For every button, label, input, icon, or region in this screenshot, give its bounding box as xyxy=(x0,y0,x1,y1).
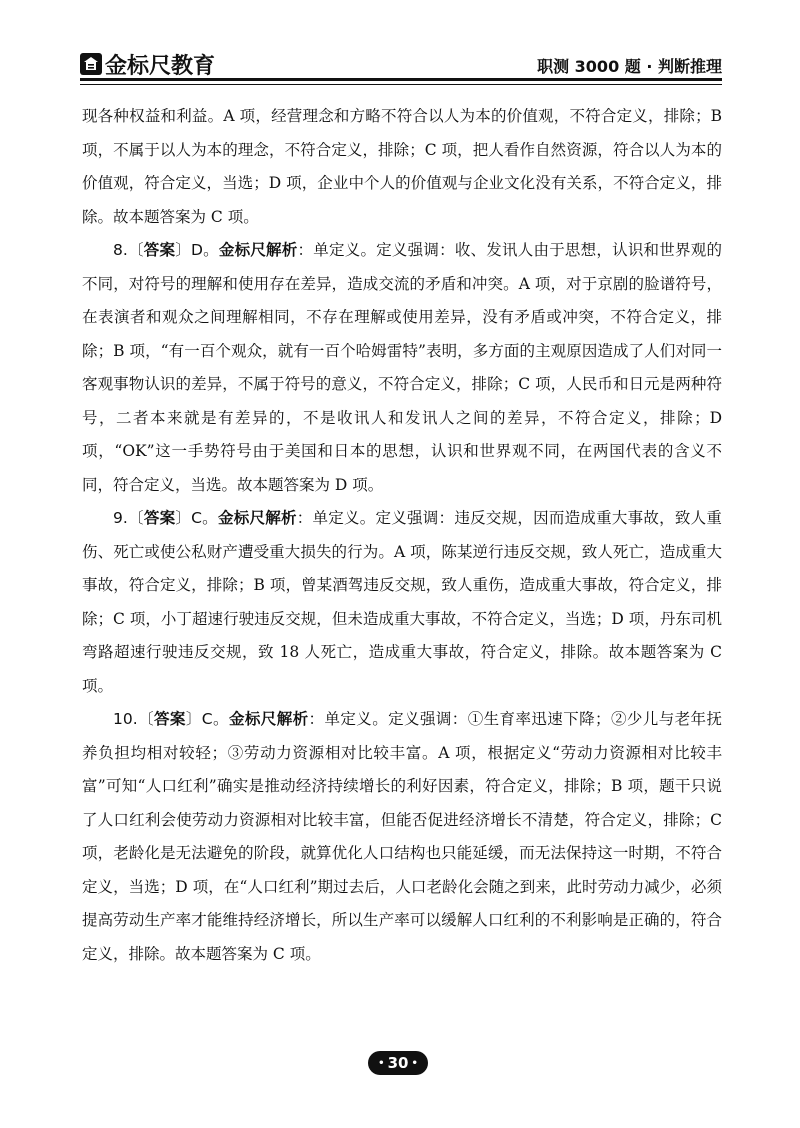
answer-bracket-close: 〕 xyxy=(185,710,202,728)
analysis-text: 单定义。定义强调：违反交规，因而造成重大事故，致人重伤、死亡或使公私财产遭受重大损失的行为。A 项，陈某逆行违反交规，致人死亡，造成重大事故，符合定义，排除；B 项，曾某酒驾违反交规，致人重伤，造成重大事故，符合定义，排除；C 项，小丁超速行驶违反交规，但未造成重大事故，不符合定义，当选；D 项，丹东司机弯路超速行驶违反交规，致 18 人死亡，造成重大事故，符合定义，排除。故本题答案为 C 项。 xyxy=(82,509,722,695)
answer-letter: C。 xyxy=(201,710,229,728)
page-header xyxy=(80,44,722,80)
answer-item-8 xyxy=(82,234,722,502)
answer-letter: D。 xyxy=(190,241,219,259)
answer-bracket-open: 〔 xyxy=(137,710,154,728)
page-number-badge xyxy=(368,1051,428,1075)
answer-label: 答案 xyxy=(143,241,176,259)
analysis-label: 金标尺解析 xyxy=(228,710,309,728)
answer-bracket-close: 〕 xyxy=(175,509,192,527)
analysis-label: 金标尺解析 xyxy=(218,241,298,259)
analysis-colon: ： xyxy=(296,509,313,527)
answer-item-9 xyxy=(82,502,722,703)
answer-item-10 xyxy=(82,703,722,971)
brand-logo xyxy=(80,50,215,78)
answer-bracket-open: 〔 xyxy=(127,509,144,527)
header-divider-thin xyxy=(80,84,722,85)
bullet-dot-icon: • xyxy=(411,1057,418,1069)
answer-label: 答案 xyxy=(154,710,186,728)
answer-bracket-close: 〕 xyxy=(175,241,191,259)
analysis-text: 单定义。定义强调：收、发讯人由于思想，认识和世界观的不同，对符号的理解和使用存在差异，造成交流的矛盾和冲突。A 项，对于京剧的脸谱符号，在表演者和观众之间理解相同，不存在理解或使用差异，没有矛盾或冲突，不符合定义，排除；B 项，“有一百个观众，就有一百个哈姆雷特”表明，多方面的主观原因造成了人们对同一客观事物认识的差异，不属于符号的意义，不符合定义，排除；C 项，人民币和日元是两种符号，二者本来就是有差异的，不是收讯人和发讯人之间的差异，不符合定义，排除；D 项，“OK”这一手势符号由于美国和日本的思想，认识和世界观不同，在两国代表的含义不同，符合定义，当选。故本题答案为 D 项。 xyxy=(82,241,722,494)
answer-bracket-open: 〔 xyxy=(127,241,144,259)
answer-label: 答案 xyxy=(143,509,176,527)
brand-mark-icon xyxy=(80,53,102,75)
page-body xyxy=(82,100,722,971)
analysis-text: 单定义。定义强调：①生育率迅速下降；②少儿与老年抚养负担均相对较轻；③劳动力资源相对比较丰富。A 项，根据定义“劳动力资源相对比较丰富”可知“人口红利”确实是推动经济持续增长的利好因素，符合定义，排除；B 项，题干只说了人口红利会使劳动力资源相对比较丰富，但能否促进经济增长不清楚，符合定义，排除；C 项，老龄化是无法避免的阶段，就算优化人口结构也只能延缓，而无法保持这一时期，不符合定义，当选；D 项，在“人口红利”期过去后，人口老龄化会随之到来，此时劳动力减少，必须提高劳动生产率才能维持经济增长，所以生产率可以缓解人口红利的不利影响是正确的，符合定义，排除。故本题答案为 C 项。 xyxy=(82,710,722,963)
header-divider xyxy=(80,78,722,81)
brand-name: 金标尺教育 xyxy=(105,53,216,79)
page-number: 30 xyxy=(387,1054,409,1072)
continued-paragraph: 现各种权益和利益。A 项，经营理念和方略不符合以人为本的价值观，不符合定义，排除；B 项，不属于以人为本的理念，不符合定义，排除；C 项，把人看作自然资源，符合以人为本的价值观，符合定义，当选；D 项，企业中个人的价值观与企业文化没有关系，不符合定义，排除。故本题答案为 C 项。 xyxy=(82,107,722,226)
bullet-dot-icon: • xyxy=(378,1057,385,1069)
analysis-label: 金标尺解析 xyxy=(217,509,297,527)
item-number: 8. xyxy=(113,241,128,259)
analysis-colon: ： xyxy=(297,241,314,259)
item-number: 9. xyxy=(113,509,128,527)
book-title: 职测 3000 题 · 判断推理 xyxy=(537,57,722,76)
answer-letter: C。 xyxy=(191,509,218,527)
item-number: 10. xyxy=(113,710,138,728)
analysis-colon: ： xyxy=(308,710,325,728)
